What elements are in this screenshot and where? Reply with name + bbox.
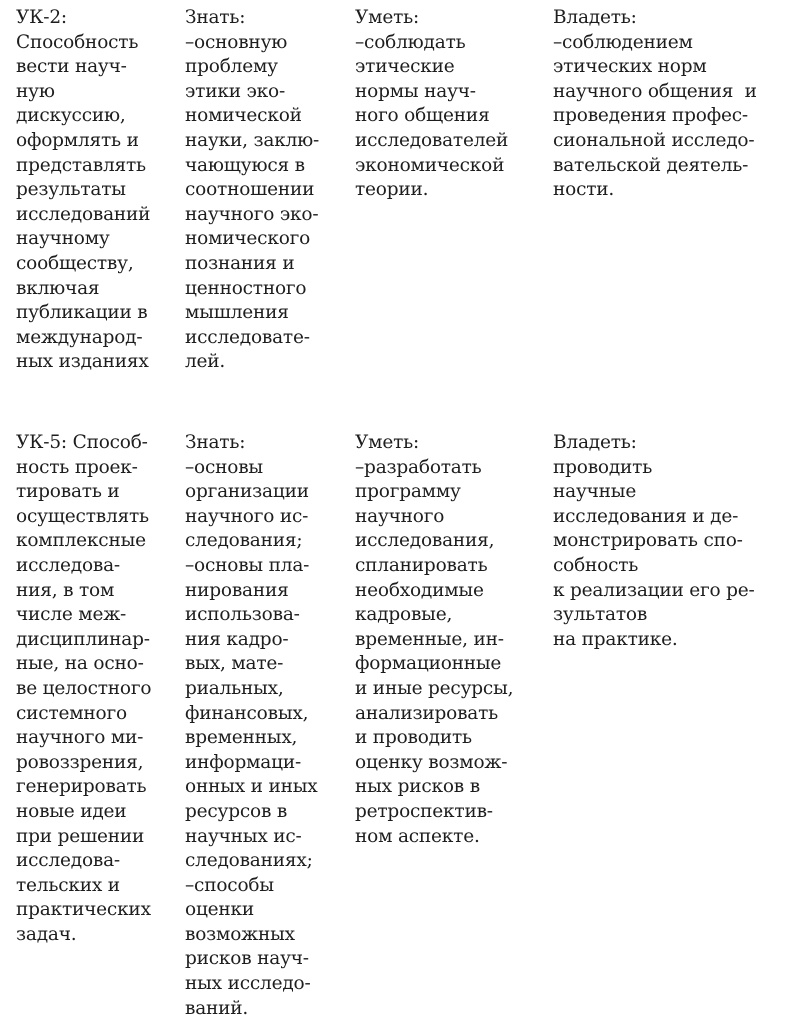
text-line: этические (355, 56, 455, 78)
text-line: вести науч- (16, 56, 127, 78)
text-line: Уметь: (355, 432, 420, 453)
text-line: ваний. (185, 997, 249, 1019)
text-line: этических норм (553, 56, 707, 78)
text-line: оценку возмож- (355, 751, 508, 773)
text-line: вых, мате- (185, 653, 284, 675)
text-line: результаты (16, 179, 126, 201)
text-line: Уметь: (355, 7, 420, 28)
text-line: тельских и (16, 874, 120, 896)
text-line: задач. (16, 923, 77, 945)
text-line: рисков науч- (185, 948, 309, 970)
text-line: комплексные (16, 530, 146, 552)
text-line: ные, на осно- (16, 653, 144, 675)
text-line: дискуссию, (16, 105, 126, 127)
text-line: программу (355, 481, 461, 503)
text-line: номического (185, 228, 311, 250)
text-line: временные, ин- (355, 628, 504, 650)
text-line: ных рисков в (355, 776, 480, 798)
text-line: оформлять и (16, 129, 139, 151)
text-line: вательской деятель- (553, 154, 749, 176)
text-line: –основную (185, 31, 288, 53)
text-line: на практике. (553, 628, 678, 650)
text-line: и проводить (355, 727, 472, 749)
text-line: научного ми- (16, 727, 144, 749)
text-line: науки, заклю- (185, 129, 320, 151)
text-line: практических (16, 899, 151, 921)
text-line: необходимые (355, 579, 484, 601)
text-line: ресурсов в (185, 800, 288, 822)
text-line: собность (553, 554, 639, 576)
text-line: следования; (185, 530, 303, 552)
text-line: исследования и де- (553, 505, 739, 527)
text-line: научному (16, 228, 110, 250)
text-line: ную (16, 80, 55, 102)
text-line: познания и (185, 252, 295, 274)
text-line: нирования (185, 579, 289, 601)
text-line: временных, (185, 727, 298, 749)
text-line: ретроспектив- (355, 800, 493, 822)
text-line: мышления (185, 302, 289, 324)
text-line: формационные (355, 653, 502, 675)
text-line: Владеть: (553, 7, 637, 28)
text-line: генерировать (16, 776, 147, 798)
text-line: дисциплинар- (16, 628, 150, 650)
can-cell (355, 6, 508, 203)
master-cell (553, 431, 755, 652)
text-line: научного эко- (185, 203, 319, 225)
text-line: ценностного (185, 277, 307, 299)
text-line: онных и иных (185, 776, 318, 798)
text-line: нормы науч- (355, 80, 476, 102)
text-line: экономической (355, 154, 505, 176)
competence-cell (16, 431, 151, 947)
text-line: научного (355, 505, 445, 527)
text-line: оценки (185, 899, 255, 921)
text-line: тировать и (16, 481, 120, 503)
text-line: числе меж- (16, 604, 127, 626)
text-line: сиональной исследо- (553, 129, 755, 151)
text-line: УК-5: Способ- (16, 432, 148, 453)
text-line: использова- (185, 604, 300, 626)
text-line: ном аспекте. (355, 825, 480, 847)
text-line: исследователей (355, 129, 509, 151)
text-line: международ- (16, 326, 143, 348)
text-line: –соблюдением (553, 31, 693, 53)
text-line: научных ис- (185, 825, 302, 847)
text-line: –соблюдать (355, 31, 466, 53)
text-line: –способы (185, 874, 274, 896)
text-line: монстрировать спо- (553, 530, 743, 552)
competence-cell (16, 6, 150, 375)
text-line: –основы (185, 456, 263, 478)
text-line: к реализации его ре- (553, 579, 755, 601)
text-line: следованиях; (185, 850, 313, 872)
text-line: спланировать (355, 554, 488, 576)
text-line: ния кадро- (185, 628, 289, 650)
text-line: кадровые, (355, 604, 453, 626)
text-line: исследования, (355, 530, 495, 552)
text-line: исследова- (16, 850, 120, 872)
text-line: и иные ресурсы, (355, 677, 514, 699)
text-line: информаци- (185, 751, 302, 773)
text-line: организации (185, 481, 309, 503)
text-line: Знать: (185, 7, 246, 28)
text-line: осуществлять (16, 505, 149, 527)
text-line: ровоззрения, (16, 751, 144, 773)
master-cell (553, 6, 757, 203)
text-line: проблему (185, 56, 278, 78)
text-line: ности. (553, 179, 615, 201)
text-line: научного общения и (553, 80, 757, 102)
text-line: Владеть: (553, 432, 637, 453)
text-line: научные (553, 481, 637, 503)
text-line: представлять (16, 154, 146, 176)
text-line: зультатов (553, 604, 648, 626)
text-line: риальных, (185, 677, 284, 699)
text-line: проводить (553, 456, 653, 478)
text-line: Знать: (185, 432, 246, 453)
text-line: этики эко- (185, 80, 286, 102)
text-line: исследовате- (185, 326, 310, 348)
text-line: возможных (185, 923, 295, 945)
text-line: ных исследо- (185, 973, 311, 995)
text-line: ность проек- (16, 456, 138, 478)
text-line: исследова- (16, 554, 120, 576)
text-line: ного общения (355, 105, 490, 127)
text-line: финансовых, (185, 702, 309, 724)
can-cell (355, 431, 513, 849)
text-line: лей. (185, 351, 226, 373)
text-line: исследований (16, 203, 151, 225)
text-line: ных изданиях (16, 351, 149, 373)
text-line: номической (185, 105, 302, 127)
text-line: УК-2: (16, 7, 67, 28)
know-cell (185, 431, 317, 1021)
text-line: –основы пла- (185, 554, 310, 576)
text-line: анализировать (355, 702, 499, 724)
text-line: научного ис- (185, 505, 309, 527)
text-line: теории. (355, 179, 429, 201)
text-line: включая (16, 277, 100, 299)
text-line: новые идеи (16, 800, 127, 822)
know-cell (185, 6, 319, 375)
text-line: при решении (16, 825, 145, 847)
text-line: сообществу, (16, 252, 134, 274)
text-line: публикации в (16, 302, 148, 324)
text-line: ния, в том (16, 579, 115, 601)
text-line: системного (16, 702, 127, 724)
text-line: чающуюся в (185, 154, 305, 176)
text-line: проведения профес- (553, 105, 748, 127)
text-line: –разработать (355, 456, 482, 478)
text-line: ве целостного (16, 677, 152, 699)
text-line: соотношении (185, 179, 315, 201)
text-line: Способность (16, 31, 139, 53)
